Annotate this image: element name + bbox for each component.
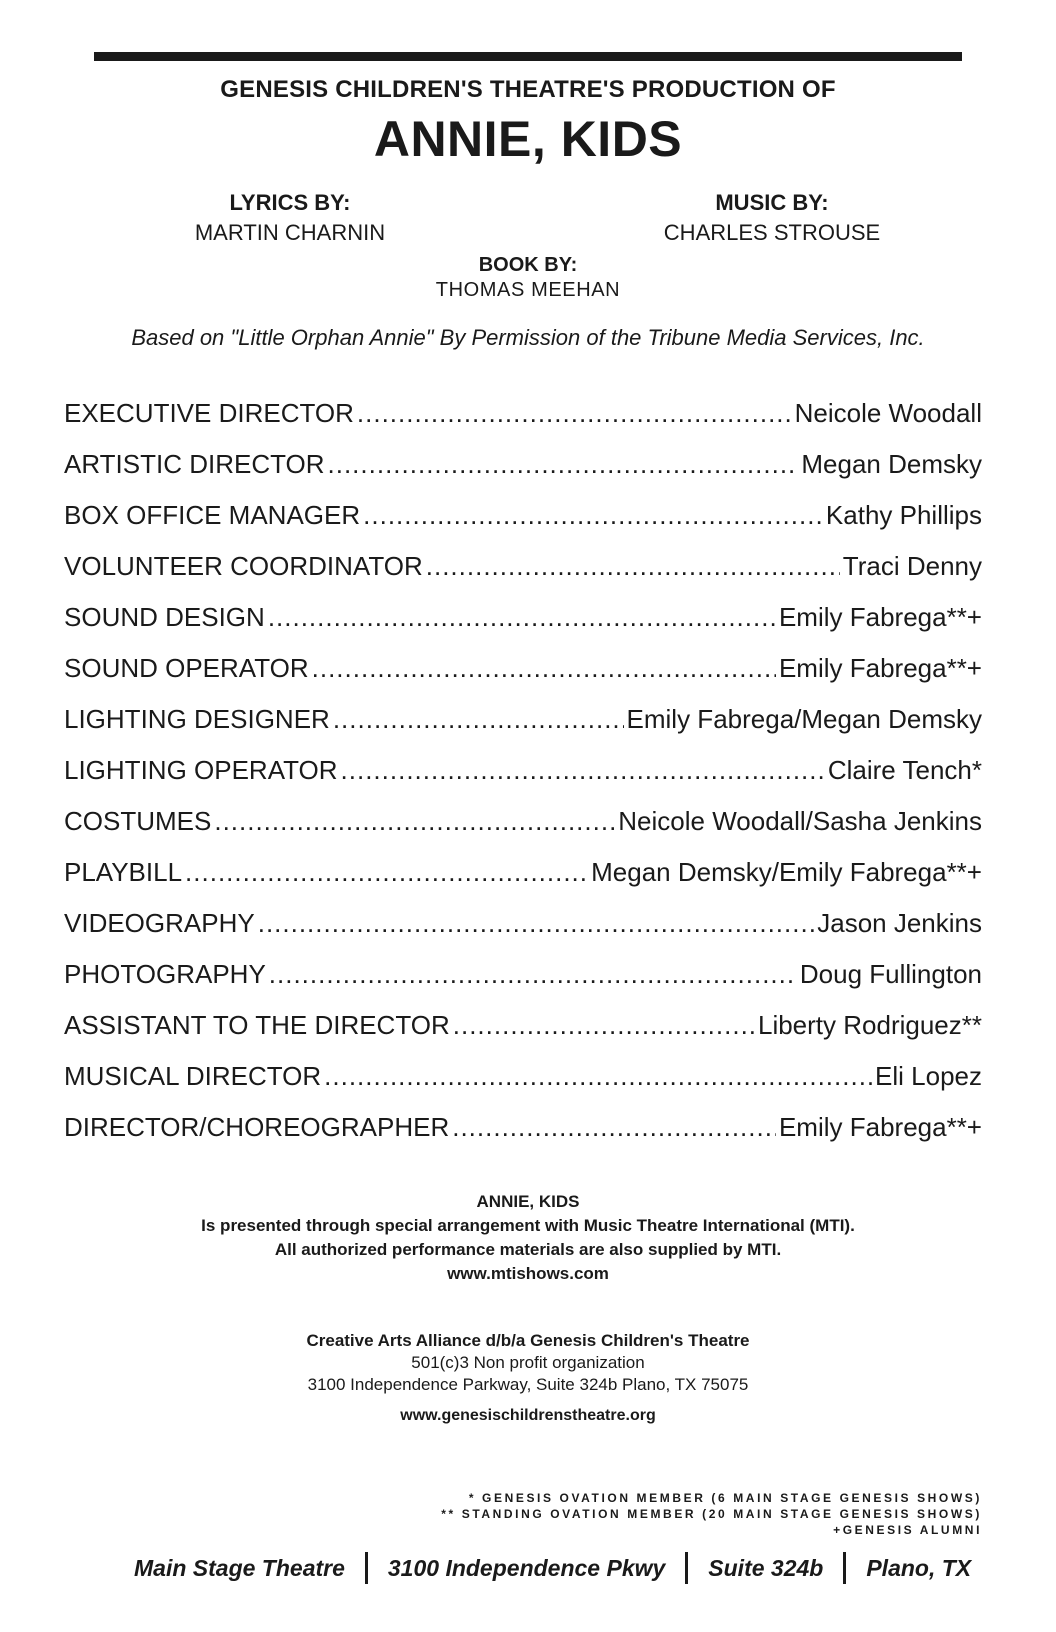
staff-name: Emily Fabrega**+ <box>778 653 982 683</box>
staff-role: PLAYBILL <box>64 857 183 887</box>
mti-url: www.mtishows.com <box>447 1264 609 1283</box>
venue-city: Plano, TX <box>866 1554 972 1581</box>
staff-row <box>64 602 982 653</box>
dot-leader <box>453 1010 755 1041</box>
organization-info <box>0 1330 1056 1427</box>
staff-name: Jason Jenkins <box>817 908 982 938</box>
staff-role: BOX OFFICE MANAGER <box>64 500 361 530</box>
legend-item: ** STANDING OVATION MEMBER (20 MAIN STAGE GENESIS SHOWS) <box>441 1507 982 1521</box>
staff-role: VIDEOGRAPHY <box>64 908 255 938</box>
license-line-2: All authorized performance materials are also supplied by MTI. <box>274 1240 782 1259</box>
venue-street: 3100 Independence Pkwy <box>387 1554 666 1581</box>
organization-website: www.genesischildrenstheatre.org <box>400 1407 656 1424</box>
member-legend <box>441 1490 982 1538</box>
staff-role: LIGHTING DESIGNER <box>64 704 330 734</box>
venue-footer <box>120 1548 985 1588</box>
lyrics-name: MARTIN CHARNIN <box>194 220 386 245</box>
staff-name: Neicole Woodall/Sasha Jenkins <box>618 806 982 836</box>
staff-role: EXECUTIVE DIRECTOR <box>64 398 354 428</box>
staff-role: ASSISTANT TO THE DIRECTOR <box>64 1010 450 1040</box>
staff-role: MUSICAL DIRECTOR <box>64 1061 322 1091</box>
book-credit <box>328 254 728 302</box>
staff-role: DIRECTOR/CHOREOGRAPHER <box>64 1112 450 1142</box>
based-on-note: Based on "Little Orphan Annie" By Permission of the Tribune Media Services, Inc. <box>131 325 925 350</box>
lyrics-label: LYRICS BY: <box>229 190 351 215</box>
lyrics-credit <box>90 190 490 246</box>
staff-row <box>64 857 982 908</box>
organization-name: Creative Arts Alliance d/b/a Genesis Children's Theatre <box>306 1331 750 1350</box>
staff-role: SOUND OPERATOR <box>64 653 309 683</box>
music-name: CHARLES STROUSE <box>663 220 881 245</box>
legend-item: +GENESIS ALUMNI <box>833 1523 982 1537</box>
dot-leader <box>214 806 615 837</box>
staff-row <box>64 449 982 500</box>
staff-name: Emily Fabrega**+ <box>778 1112 982 1142</box>
staff-name: Claire Tench* <box>827 755 982 785</box>
staff-name: Doug Fullington <box>799 959 982 989</box>
staff-row <box>64 1061 982 1112</box>
staff-row <box>64 806 982 857</box>
show-title: ANNIE, KIDS <box>373 111 683 167</box>
staff-role: SOUND DESIGN <box>64 602 265 632</box>
staff-name: Traci Denny <box>842 551 982 581</box>
dot-leader <box>328 449 799 480</box>
legend-item: * GENESIS OVATION MEMBER (6 MAIN STAGE GENESIS SHOWS) <box>468 1491 982 1505</box>
staff-row <box>64 653 982 704</box>
staff-role: ARTISTIC DIRECTOR <box>64 449 325 479</box>
book-name: THOMAS MEEHAN <box>435 279 621 301</box>
dot-leader <box>324 1061 872 1092</box>
staff-name: Megan Demsky <box>801 449 982 479</box>
dot-leader <box>341 755 825 786</box>
dot-leader <box>363 500 823 531</box>
staff-row <box>64 908 982 959</box>
license-notice <box>0 1190 1056 1286</box>
music-credit <box>572 190 972 246</box>
license-line-1: Is presented through special arrangement with Music Theatre International (MTI). <box>201 1216 855 1235</box>
staff-role: COSTUMES <box>64 806 212 836</box>
book-label: BOOK BY: <box>478 254 578 276</box>
staff-row <box>64 398 982 449</box>
dot-leader <box>357 398 792 429</box>
staff-name: Kathy Phillips <box>825 500 982 530</box>
staff-role: VOLUNTEER COORDINATOR <box>64 551 423 581</box>
footer-divider <box>685 1552 688 1584</box>
license-title: ANNIE, KIDS <box>476 1192 580 1211</box>
staff-row <box>64 551 982 602</box>
presenter-line: GENESIS CHILDREN'S THEATRE'S PRODUCTION OF <box>220 76 836 103</box>
staff-name: Megan Demsky/Emily Fabrega**+ <box>591 857 982 887</box>
music-label: MUSIC BY: <box>715 190 829 215</box>
staff-row <box>64 755 982 806</box>
dot-leader <box>185 857 588 888</box>
top-rule <box>94 52 962 61</box>
organization-address: 3100 Independence Parkway, Suite 324b Plano, TX 75075 <box>307 1375 749 1394</box>
staff-row <box>64 1010 982 1061</box>
staff-name: Eli Lopez <box>875 1061 982 1091</box>
dot-leader <box>269 959 797 990</box>
footer-divider <box>365 1552 368 1584</box>
staff-name: Emily Fabrega**+ <box>778 602 982 632</box>
staff-row <box>64 959 982 1010</box>
dot-leader <box>258 908 815 939</box>
venue-name: Main Stage Theatre <box>134 1554 345 1581</box>
staff-row <box>64 500 982 551</box>
organization-status: 501(c)3 Non profit organization <box>411 1353 645 1372</box>
dot-leader <box>426 551 840 582</box>
dot-leader <box>312 653 776 684</box>
footer-divider <box>843 1552 846 1584</box>
staff-row <box>64 1112 982 1163</box>
venue-suite: Suite 324b <box>708 1554 824 1581</box>
staff-name: Emily Fabrega/Megan Demsky <box>626 704 982 734</box>
dot-leader <box>333 704 624 735</box>
staff-role: LIGHTING OPERATOR <box>64 755 338 785</box>
staff-name: Neicole Woodall <box>794 398 982 428</box>
staff-name: Liberty Rodriguez** <box>757 1010 982 1040</box>
staff-list <box>64 398 982 1163</box>
dot-leader <box>452 1112 776 1143</box>
dot-leader <box>268 602 776 633</box>
staff-role: PHOTOGRAPHY <box>64 959 266 989</box>
staff-row <box>64 704 982 755</box>
